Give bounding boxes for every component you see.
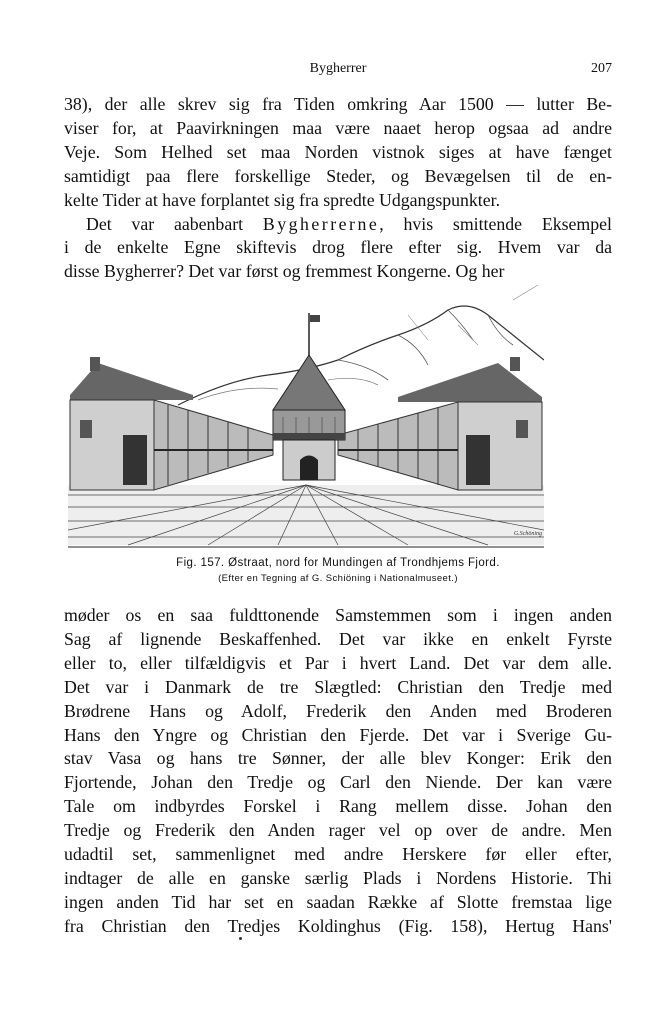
text-line: Tale om indbyrdes Forskel i Rang mellem disse. Johan den xyxy=(64,796,612,817)
text-line: udadtil set, sammenlignet med andre Herskere før eller efter, xyxy=(64,844,612,865)
text-line: indtager de alle en ganske særlig Plads i Nordens Historie. Thi xyxy=(64,867,612,888)
figure-caption: Fig. 157. Østraat, nord for Mundingen af Trondhjems Fjord. xyxy=(176,557,500,569)
text-line: samtidigt paa flere forskellige Steder, og Bevægelsen til de en- xyxy=(64,165,612,186)
text-line: disse Bygherrer? Det var først og fremmest Kongerne. Og her xyxy=(64,261,505,282)
paragraph-lower xyxy=(64,604,612,939)
text-line: 38), der alle skrev sig fra Tiden omkring Aar 1500 — lutter Be- xyxy=(64,94,612,114)
text-line: møder os en saa fuldttonende Samstemmen som i ingen anden xyxy=(64,605,612,625)
running-header xyxy=(64,61,612,81)
page-number: 207 xyxy=(591,61,612,76)
text-line-emphasis xyxy=(64,213,612,237)
text-line: fra Christian den Tredjes Koldinghus (Fig. 158), Hertug Hans' xyxy=(64,915,612,936)
line-end: , hvis smittende Eksempel xyxy=(379,213,612,234)
text-line: Veje. Som Helhed set maa Norden vistnok siges at have fænget xyxy=(64,141,612,162)
paragraph-upper xyxy=(64,93,612,284)
text-line: eller to, eller tilfældigvis et Par i hvert Land. Det var dem alle. xyxy=(64,652,612,673)
text-line: Brødrene Hans og Adolf, Frederik den Anden med Broderen xyxy=(64,700,612,721)
courtyard-drawing xyxy=(68,285,544,549)
text-line: Tredje og Frederik den Anden rager vel op over de andre. Men xyxy=(64,820,612,841)
text-line: stav Vasa og hans tre Sønner, der alle blev Konger: Erik den xyxy=(64,748,612,769)
text-line: kelte Tider at have forplantet sig fra spredte Udgangspunkter. xyxy=(64,189,501,210)
text-line: viser for, at Paavirkningen maa være naaet herop ogsaa ad andre xyxy=(64,117,612,138)
spaced-emphasis: Bygherrerne xyxy=(262,213,380,234)
text-line: ingen anden Tid har set en saadan Række af Slotte fremstaa lige xyxy=(64,891,612,912)
figure-credit: (Efter en Tegning af G. Schiöning i Nationalmuseet.) xyxy=(218,573,458,584)
running-title: Bygherrer xyxy=(309,61,367,76)
figure-illustration xyxy=(68,285,544,549)
artist-signature: G.Schöning xyxy=(513,531,542,537)
text-line: Hans den Yngre og Christian den Fjerde. Det var i Sverige Gu- xyxy=(64,724,612,745)
text-line: Sag af lignende Beskaffenhed. Det var ikke en enkelt Fyrste xyxy=(64,628,612,649)
line-start: Det var aabenbart xyxy=(86,213,263,234)
text-line: i de enkelte Egne skiftevis drog flere efter sig. Hvem var da xyxy=(64,237,612,258)
text-line: Fjortende, Johan den Tredje og Carl den Niende. Der kan være xyxy=(64,772,612,793)
text-line: Det var i Danmark de tre Slægtled: Christian den Tredje med xyxy=(64,676,612,697)
page-mark xyxy=(239,937,242,940)
